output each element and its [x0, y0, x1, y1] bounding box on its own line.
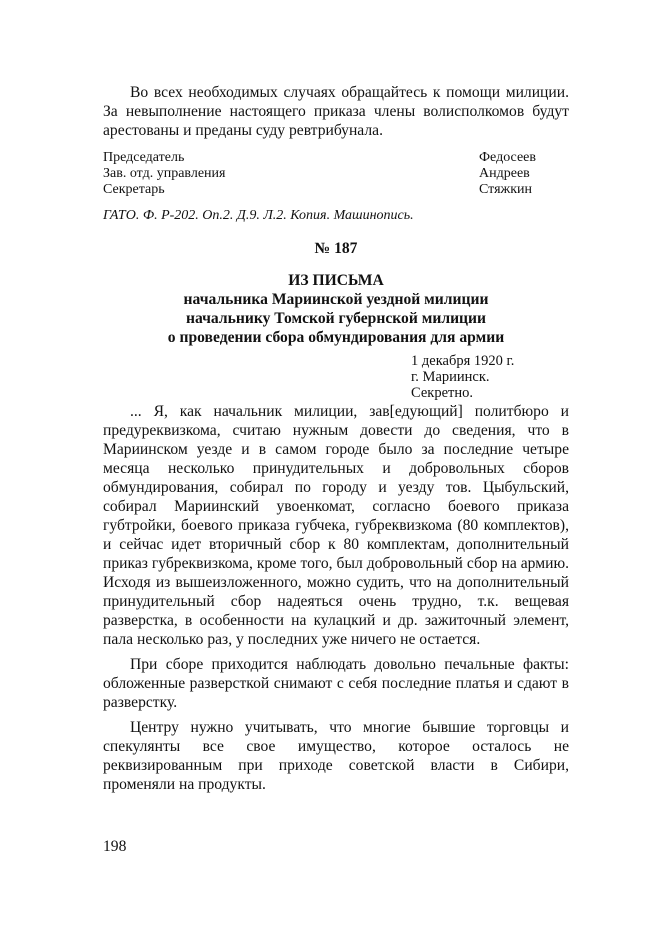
signature-role: Секретарь — [103, 182, 165, 197]
letter-body — [103, 402, 569, 794]
heading-line: начальнику Томской губернской милиции — [185, 310, 487, 327]
body-paragraph: Центру нужно учитывать, что многие бывшие торговцы и спекулянты все свое имущество, которое осталось не реквизированным при приходе советской власти в Сибири, променяли на продукты. — [103, 719, 569, 793]
archive-source: ГАТО. Ф. Р-202. Оп.2. Д.9. Л.2. Копия. Машинопись. — [103, 208, 414, 223]
body-paragraph: ... Я, как начальник милиции, зав[едующий] политбюро и предуреквизкома, считаю нужным довести до сведения, что в Мариинском уезде и в самом городе было за последние четыре месяца несколько принудительных и добровольных сборов обмундирования, собирал по городу и уезду тов. Цыбульский, собирал Мариинский увоенкомат, согласно боевого приказа губтройки, боевого приказа губчека, губреквизкома (80 комплектов), и сейчас идет вторичный сбор к 80 комплектам, дополнительный приказ губреквизкома, кроме того, был добровольный сбор на армию. Исходя из вышеизложенного, можно судить, что на дополнительный принудительный сбор надеяться очень трудно, т.к. вещевая разверстка, в особенности на кулацкий и др. зажиточный элемент, пала несколько раз, у последних уже ничего не остается. — [103, 403, 569, 648]
signature-role: Председатель — [103, 150, 185, 165]
heading-line: о проведении сбора обмундирования для армии — [167, 329, 505, 346]
heading-line: начальника Мариинской уездной милиции — [183, 291, 489, 308]
signature-role: Зав. отд. управления — [103, 166, 226, 181]
dateline-place: г. Мариинск. — [411, 369, 490, 385]
top-paragraph: Во всех необходимых случаях обращайтесь к помощи милиции. За невыполнение настоящего приказа члены волисполкомов будут арестованы и преданы суду ревтрибунала. — [103, 84, 569, 139]
signature-name: Андреев — [479, 166, 530, 181]
top-paragraph-block — [103, 83, 569, 140]
signature-name: Стяжкин — [479, 182, 532, 197]
signature-row — [103, 166, 569, 182]
signature-row — [103, 150, 569, 166]
dateline-date: 1 декабря 1920 г. — [411, 353, 515, 369]
page-number: 198 — [103, 838, 127, 855]
signature-row — [103, 182, 569, 198]
heading-line: ИЗ ПИСЬМА — [288, 272, 384, 289]
signature-name: Федосеев — [479, 150, 536, 165]
document-number: № 187 — [314, 240, 358, 257]
dateline-secrecy: Секретно. — [411, 385, 473, 401]
body-paragraph: При сборе приходится наблюдать довольно печальные факты: обложенные разверсткой снимают с себя последние платья и сдают в разверстку. — [103, 656, 569, 711]
